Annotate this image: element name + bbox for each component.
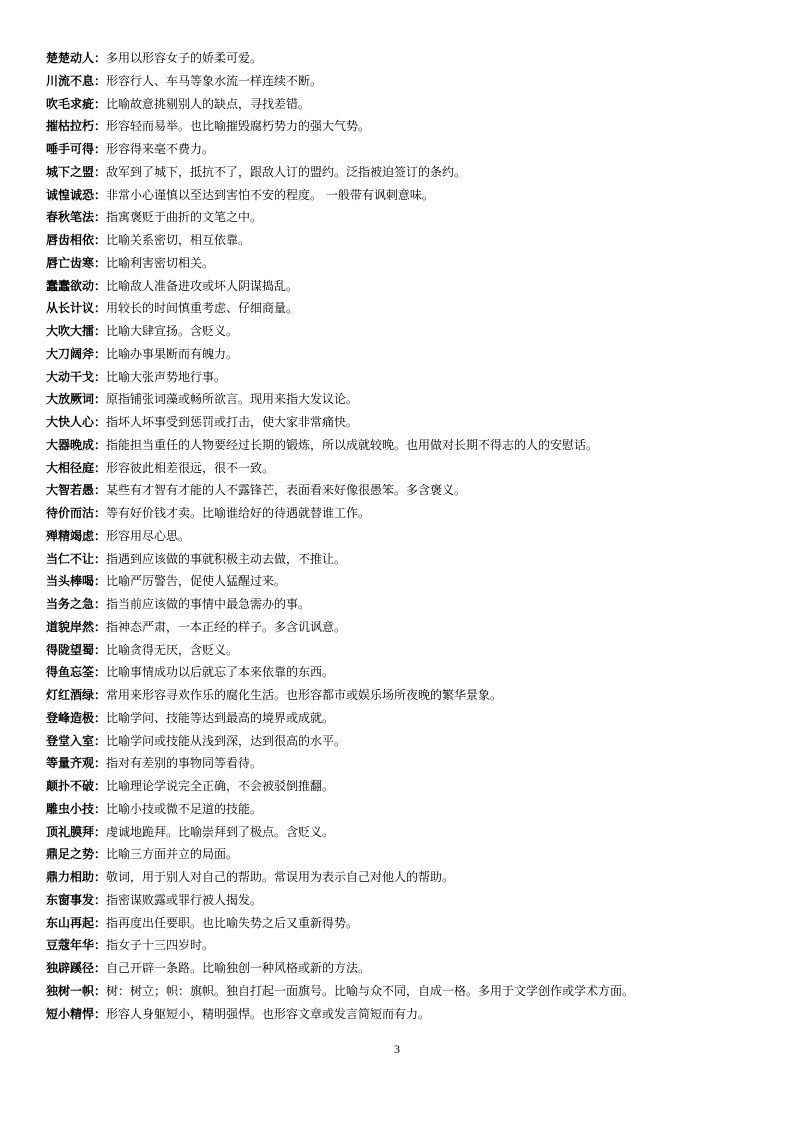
idiom-entry xyxy=(46,616,746,639)
idiom-entry xyxy=(46,366,746,389)
idiom-definition: 形容行人、车马等象水流一样连续不断。 xyxy=(106,73,323,88)
term-separator: ： xyxy=(94,369,107,384)
idiom-term: 大刀阔斧 xyxy=(46,346,95,361)
idiom-entry xyxy=(46,1003,746,1026)
idiom-term: 唇亡齿寒 xyxy=(46,255,95,270)
idiom-entry xyxy=(46,684,746,707)
idiom-term: 等量齐观 xyxy=(46,756,95,771)
idiom-definition: 等有好价钱才卖。比喻谁给好的待遇就替谁工作。 xyxy=(106,506,371,520)
term-separator: ： xyxy=(94,278,107,293)
idiom-term: 得鱼忘筌 xyxy=(46,665,95,680)
idiom-entry xyxy=(46,388,746,411)
term-separator: ： xyxy=(94,642,107,657)
idiom-definition: 指神态严肃，一本正经的样子。多含讥讽意。 xyxy=(106,619,347,634)
idiom-definition: 指对有差别的事物同等看待。 xyxy=(106,756,263,771)
idiom-term: 待价而沽 xyxy=(46,506,95,520)
term-separator: ： xyxy=(94,415,107,429)
term-separator: ： xyxy=(94,483,107,498)
term-separator: ： xyxy=(94,255,107,270)
idiom-term: 道貌岸然 xyxy=(46,619,95,634)
idiom-definition: 指能担当重任的人物要经过长期的锻炼，所以成就较晚。也用做对长期不得志的人的安慰话。 xyxy=(106,437,599,452)
term-separator: ： xyxy=(94,938,107,953)
idiom-term: 独辟蹊径 xyxy=(46,961,95,975)
term-separator: ： xyxy=(94,801,107,816)
idiom-term: 大相径庭 xyxy=(46,460,95,475)
idiom-entry xyxy=(46,184,746,207)
idiom-entry xyxy=(46,343,746,366)
idiom-entry xyxy=(46,93,746,116)
idiom-entry xyxy=(46,912,746,935)
idiom-entry xyxy=(46,525,746,548)
idiom-term: 城下之盟 xyxy=(46,164,95,179)
idiom-term: 殚精竭虑 xyxy=(46,528,95,543)
idiom-entry xyxy=(46,457,746,480)
term-separator: ： xyxy=(94,142,107,156)
idiom-term: 吹毛求疵 xyxy=(46,96,95,111)
idiom-definition: 形容人身躯短小，精明强悍。也形容文章或发言简短而有力。 xyxy=(106,1006,431,1021)
idiom-definition: 多用以形容女子的娇柔可爱。 xyxy=(106,51,263,65)
term-separator: ： xyxy=(94,324,107,338)
idiom-definition: 形容得来毫不费力。 xyxy=(106,142,215,156)
idiom-definition: 比喻学问、技能等达到最高的境界或成就。 xyxy=(106,710,335,725)
idiom-definition: 形容轻而易举。也比喻摧毁腐朽势力的强大气势。 xyxy=(106,119,371,134)
idiom-definition: 指坏人坏事受到惩罚或打击，使大家非常痛快。 xyxy=(106,415,359,429)
term-separator: ： xyxy=(94,983,107,998)
term-separator: ： xyxy=(94,1006,107,1021)
idiom-entry xyxy=(46,934,746,957)
idiom-term: 大放厥词 xyxy=(46,392,95,407)
idiom-definition: 指遇到应该做的事就积极主动去做，不推让。 xyxy=(106,551,347,566)
idiom-term: 登堂入室 xyxy=(46,733,95,748)
term-separator: ： xyxy=(94,301,107,316)
idiom-definition: 指再度出任要职。也比喻失势之后又重新得势。 xyxy=(106,915,359,930)
term-separator: ： xyxy=(94,870,107,884)
idiom-term: 颠扑不破 xyxy=(46,779,95,793)
term-separator: ： xyxy=(94,756,107,771)
idiom-entry xyxy=(46,115,746,138)
term-separator: ： xyxy=(94,51,107,65)
idiom-term: 登峰造极 xyxy=(46,710,95,725)
idiom-term: 唇齿相依 xyxy=(46,233,95,247)
term-separator: ： xyxy=(94,574,107,589)
term-separator: ： xyxy=(94,233,107,247)
idiom-definition: 比喻大肆宣扬。含贬义。 xyxy=(106,324,239,338)
idiom-definition: 常用来形容寻欢作乐的腐化生活。也形容都市或娱乐场所夜晚的繁华景象。 xyxy=(106,688,503,702)
idiom-entry xyxy=(46,275,746,298)
idiom-definition: 比喻严厉警告，促使人猛醒过来。 xyxy=(106,574,287,589)
idiom-term: 诚惶诚恐 xyxy=(46,187,95,202)
idiom-entry xyxy=(46,980,746,1003)
idiom-term: 春秋笔法 xyxy=(46,210,95,225)
idiom-term: 东山再起 xyxy=(46,915,95,930)
page-number: 3 xyxy=(394,1042,400,1056)
idiom-definition: 比喻事情成功以后就忘了本来依靠的东西。 xyxy=(106,665,335,680)
idiom-entry xyxy=(46,479,746,502)
idiom-definition: 比喻理论学说完全正确，不会被驳倒推翻。 xyxy=(106,779,335,793)
idiom-definition: 虔诚地跪拜。比喻崇拜到了极点。含贬义。 xyxy=(106,824,335,839)
term-separator: ： xyxy=(94,437,107,452)
idiom-term: 当头棒喝 xyxy=(46,574,95,589)
idiom-term: 鼎足之势 xyxy=(46,847,95,862)
term-separator: ： xyxy=(94,392,107,407)
idiom-entry xyxy=(46,889,746,912)
idiom-definition: 用较长的时间慎重考虑、仔细商量。 xyxy=(106,301,299,316)
term-separator: ： xyxy=(94,597,107,611)
term-separator: ： xyxy=(94,96,107,111)
idiom-definition: 敌军到了城下，抵抗不了，跟敌人订的盟约。泛指被迫签订的条约。 xyxy=(106,164,467,179)
idiom-entry xyxy=(46,229,746,252)
idiom-term: 当务之急 xyxy=(46,597,95,611)
idiom-definition: 形容彼此相差很远，很不一致。 xyxy=(106,460,275,475)
idiom-entry xyxy=(46,843,746,866)
term-separator: ： xyxy=(94,460,107,475)
idiom-definition: 树：树立；帜：旗帜。独自打起一面旗号。比喻与众不同，自成一格。多用于文学创作或学术方面。 xyxy=(106,983,635,998)
idiom-definition: 敬词，用于别人对自己的帮助。常误用为表示自己对他人的帮助。 xyxy=(106,870,455,884)
idiom-term: 灯红酒绿 xyxy=(46,688,95,702)
idiom-term: 东窗事发 xyxy=(46,892,95,907)
idiom-entry xyxy=(46,548,746,571)
idiom-definition: 指女子十三四岁时。 xyxy=(106,938,215,953)
idiom-entry xyxy=(46,639,746,662)
term-separator: ： xyxy=(94,210,107,225)
term-separator: ： xyxy=(94,710,107,725)
idiom-definition: 比喻办事果断而有魄力。 xyxy=(106,346,239,361)
idiom-definition: 自己开辟一条路。比喻独创一种风格或新的方法。 xyxy=(106,961,371,975)
idiom-definition: 比喻关系密切，相互依靠。 xyxy=(106,233,251,247)
idiom-definition: 比喻大张声势地行事。 xyxy=(106,369,227,384)
idiom-entry xyxy=(46,252,746,275)
idiom-entry xyxy=(46,320,746,343)
idiom-entry xyxy=(46,775,746,798)
idiom-term: 摧枯拉朽 xyxy=(46,119,95,134)
term-separator: ： xyxy=(94,779,107,793)
idiom-term: 得陇望蜀 xyxy=(46,642,95,657)
idiom-entry xyxy=(46,752,746,775)
idiom-term: 大动干戈 xyxy=(46,369,95,384)
idiom-definition: 非常小心谨慎以至达到害怕不安的程度。 一般带有讽刺意味。 xyxy=(106,187,434,202)
idiom-entry xyxy=(46,434,746,457)
term-separator: ： xyxy=(94,824,107,839)
idiom-definition: 比喻敌人准备进攻或坏人阴谋捣乱。 xyxy=(106,278,299,293)
idiom-term: 从长计议 xyxy=(46,301,95,316)
idiom-entry xyxy=(46,707,746,730)
idiom-term: 唾手可得 xyxy=(46,142,95,156)
idiom-definition: 某些有才智有才能的人不露锋芒，表面看来好像很愚笨。多含褒义。 xyxy=(106,483,467,498)
term-separator: ： xyxy=(94,665,107,680)
idiom-definition: 形容用尽心思。 xyxy=(106,528,191,543)
idiom-term: 蠢蠢欲动 xyxy=(46,278,95,293)
idiom-term: 豆蔻年华 xyxy=(46,938,95,953)
idiom-term: 大器晚成 xyxy=(46,437,95,452)
idiom-term: 鼎力相助 xyxy=(46,870,95,884)
term-separator: ： xyxy=(94,187,107,202)
idiom-definition: 指密谋败露或罪行被人揭发。 xyxy=(106,892,263,907)
term-separator: ： xyxy=(94,506,107,520)
term-separator: ： xyxy=(94,551,107,566)
term-separator: ： xyxy=(94,892,107,907)
term-separator: ： xyxy=(94,73,107,88)
idiom-entry xyxy=(46,593,746,616)
term-separator: ： xyxy=(94,733,107,748)
idiom-definition: 原指铺张词藻或畅所欲言。现用来指大发议论。 xyxy=(106,392,359,407)
term-separator: ： xyxy=(94,915,107,930)
idiom-definition: 比喻贪得无厌，含贬义。 xyxy=(106,642,239,657)
idiom-definition: 比喻利害密切相关。 xyxy=(106,255,215,270)
idiom-definition: 比喻小技或微不足道的技能。 xyxy=(106,801,263,816)
idiom-definition: 比喻故意挑剔别人的缺点，寻找差错。 xyxy=(106,96,311,111)
idiom-entry xyxy=(46,661,746,684)
term-separator: ： xyxy=(94,961,107,975)
idiom-entry xyxy=(46,297,746,320)
idiom-entry xyxy=(46,70,746,93)
idiom-entry xyxy=(46,570,746,593)
idiom-entry xyxy=(46,502,746,525)
idiom-term: 楚楚动人 xyxy=(46,51,95,65)
term-separator: ： xyxy=(94,847,107,862)
idiom-entry xyxy=(46,798,746,821)
idiom-entry xyxy=(46,866,746,889)
idiom-entry xyxy=(46,206,746,229)
term-separator: ： xyxy=(94,688,107,702)
idiom-entry xyxy=(46,821,746,844)
idiom-term: 川流不息 xyxy=(46,73,95,88)
idiom-list xyxy=(46,47,746,1025)
idiom-term: 短小精悍 xyxy=(46,1006,95,1021)
idiom-entry xyxy=(46,730,746,753)
term-separator: ： xyxy=(94,346,107,361)
term-separator: ： xyxy=(94,164,107,179)
idiom-term: 大快人心 xyxy=(46,415,95,429)
idiom-term: 大吹大擂 xyxy=(46,324,95,338)
idiom-entry xyxy=(46,138,746,161)
idiom-term: 雕虫小技 xyxy=(46,801,95,816)
idiom-definition: 比喻学问或技能从浅到深，达到很高的水平。 xyxy=(106,733,347,748)
idiom-definition: 指当前应该做的事情中最急需办的事。 xyxy=(106,597,311,611)
idiom-entry xyxy=(46,47,746,70)
idiom-term: 顶礼膜拜 xyxy=(46,824,95,839)
idiom-term: 大智若愚 xyxy=(46,483,95,498)
idiom-term: 独树一帜 xyxy=(46,983,95,998)
idiom-definition: 比喻三方面并立的局面。 xyxy=(106,847,239,862)
idiom-term: 当仁不让 xyxy=(46,551,95,566)
idiom-entry xyxy=(46,411,746,434)
idiom-entry xyxy=(46,957,746,980)
idiom-entry xyxy=(46,161,746,184)
term-separator: ： xyxy=(94,119,107,134)
idiom-definition: 指寓褒贬于曲折的文笔之中。 xyxy=(106,210,263,225)
term-separator: ： xyxy=(94,619,107,634)
term-separator: ： xyxy=(94,528,107,543)
